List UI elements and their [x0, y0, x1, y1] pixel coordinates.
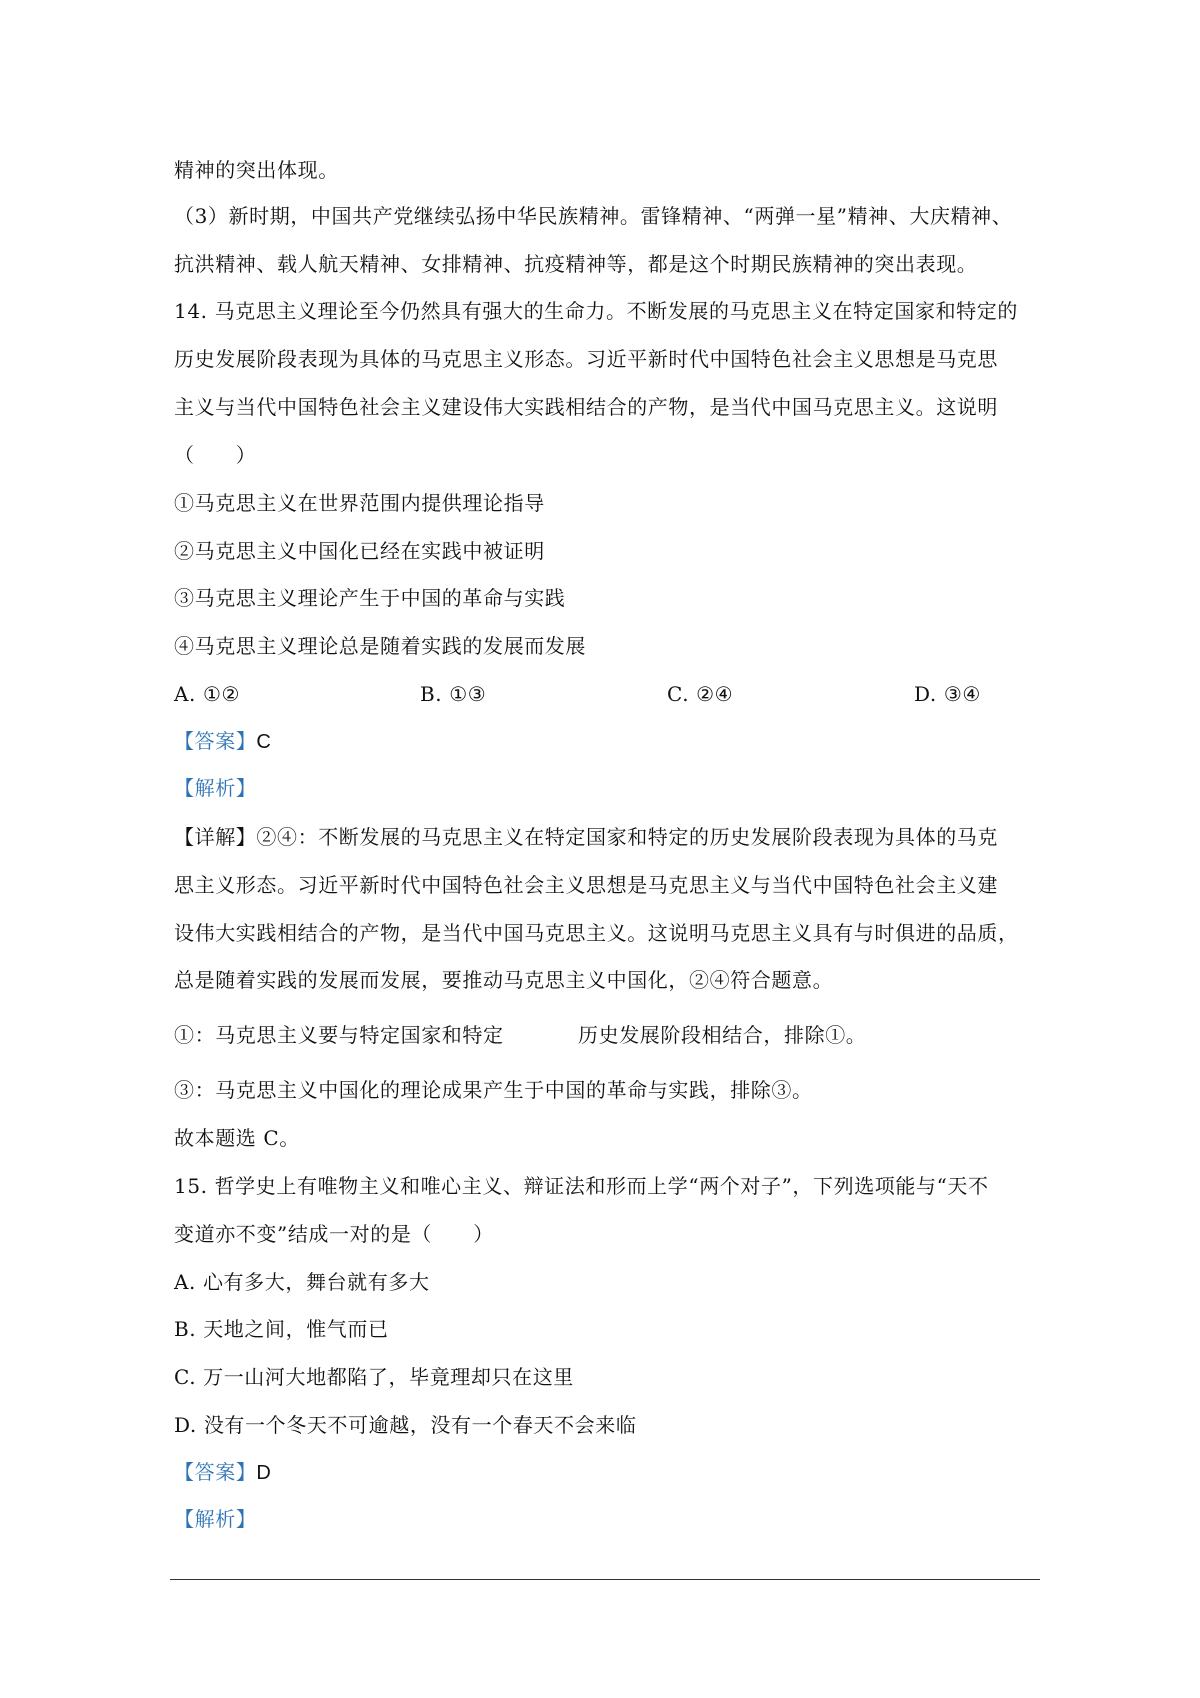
answer-value: D: [256, 1462, 272, 1484]
option-a: A. ①②: [174, 682, 241, 706]
answer-value: C: [256, 731, 272, 753]
text-line: 精神的突出体现。: [174, 158, 339, 182]
answer-label: 答案: [194, 1460, 236, 1484]
answer-label: 答案: [194, 729, 236, 753]
option-d: D. 没有一个冬天不可逾越，没有一个春天不会来临: [174, 1413, 637, 1437]
exclude-1: ①：马克思主义要与特定国家和特定 历史发展阶段相结合，排除①。: [174, 1023, 867, 1047]
footer-divider: [170, 1579, 1040, 1580]
answer-line: 【答案】D: [174, 1460, 272, 1484]
question-14-options: [174, 680, 1054, 708]
analysis-label: 解析: [194, 776, 236, 800]
option-d: D. ③④: [914, 682, 981, 706]
option-c: C. ②④: [667, 682, 734, 706]
text-line: 抗洪精神、载人航天精神、女排精神、抗疫精神等，都是这个时期民族精神的突出表现。: [174, 252, 978, 276]
analysis-heading: 【解析】: [174, 1507, 257, 1531]
detail-line: 总是随着实践的发展而发展，要推动马克思主义中国化，②④符合题意。: [174, 968, 834, 992]
statement-4: ④马克思主义理论总是随着实践的发展而发展: [174, 634, 586, 658]
question-14-stem: 历史发展阶段表现为具体的马克思主义形态。习近平新时代中国特色社会主义思想是马克思: [174, 347, 998, 371]
analysis-heading: 【解析】: [174, 776, 257, 800]
option-c: C. 万一山河大地都陷了，毕竟理却只在这里: [174, 1365, 574, 1389]
text-line: （3）新时期，中国共产党继续弘扬中华民族精神。雷锋精神、“两弹一星”精神、大庆精神、: [174, 204, 1013, 228]
option-b: B. 天地之间，惟气而已: [174, 1317, 389, 1341]
answer-blank: （ ）: [174, 443, 257, 467]
answer-line: 【答案】C: [174, 729, 272, 753]
question-15-stem: 变道亦不变”结成一对的是（ ）: [174, 1222, 494, 1246]
option-a: A. 心有多大，舞台就有多大: [174, 1270, 430, 1294]
analysis-label: 解析: [194, 1507, 236, 1531]
detail-line: 思主义形态。习近平新时代中国特色社会主义思想是马克思主义与当代中国特色社会主义建: [174, 873, 998, 897]
option-b: B. ①③: [420, 682, 487, 706]
conclusion: 故本题选 C。: [174, 1126, 300, 1150]
question-15-stem: 15. 哲学史上有唯物主义和唯心主义、辩证法和形而上学“两个对子”，下列选项能与“天不: [174, 1174, 989, 1198]
question-14-stem: 主义与当代中国特色社会主义建设伟大实践相结合的产物，是当代中国马克思主义。这说明: [174, 395, 998, 419]
statement-2: ②马克思主义中国化已经在实践中被证明: [174, 539, 545, 563]
statement-3: ③马克思主义理论产生于中国的革命与实践: [174, 586, 566, 610]
exclude-3: ③：马克思主义中国化的理论成果产生于中国的革命与实践，排除③。: [174, 1078, 813, 1102]
question-14-stem: 14. 马克思主义理论至今仍然具有强大的生命力。不断发展的马克思主义在特定国家和特定的: [174, 299, 1018, 323]
detail-line: 设伟大实践相结合的产物，是当代中国马克思主义。这说明马克思主义具有与时俱进的品质，: [174, 921, 1019, 945]
detail-line: 【详解】②④：不断发展的马克思主义在特定国家和特定的历史发展阶段表现为具体的马克: [174, 825, 998, 849]
statement-1: ①马克思主义在世界范围内提供理论指导: [174, 491, 545, 515]
